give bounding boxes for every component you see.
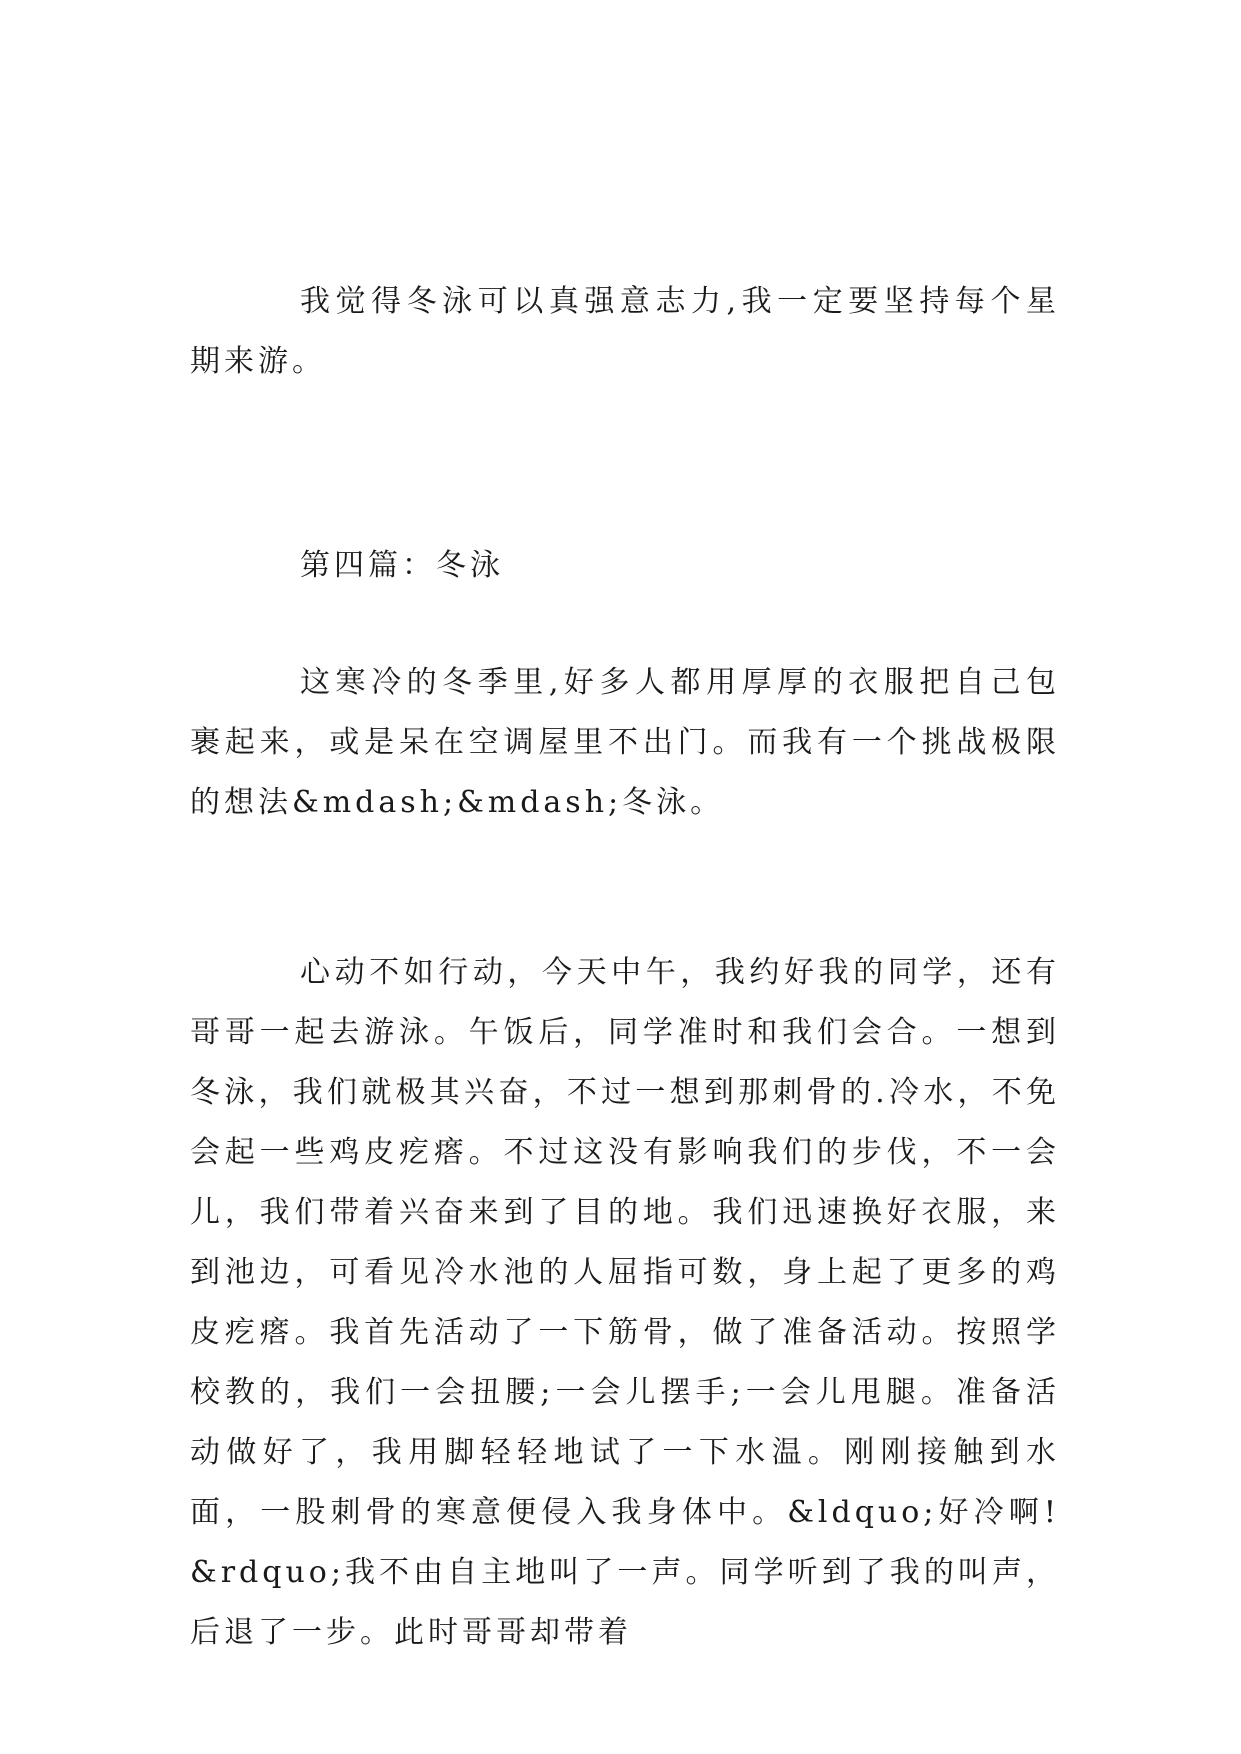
section-heading-4: 第四篇：冬泳 bbox=[300, 548, 504, 583]
paragraph-3: 心动不如行动，今天中午，我约好我的同学，还有哥哥一起去游泳。午饭后，同学准时和我们会合。一想到冬泳，我们就极其兴奋，不过一想到那刺骨的.冷水，不免会起一些鸡皮疙瘩。不过这没有影响我们的步伐，不一会儿，我们带着兴奋来到了目的地。我们迅速换好衣服，来到池边，可看见冷水池的人屈指可数，身上起了更多的鸡皮疙瘩。我首先活动了一下筋骨，做了准备活动。按照学校教的，我们一会扭腰;一会儿摆手;一会儿甩腿。准备活动做好了，我用脚轻轻地试了一下水温。刚刚接触到水面，一股刺骨的寒意便侵入我身体中。&ldquo;好冷啊!&rdquo;我不由自主地叫了一声。同学听到了我的叫声，后退了一步。此时哥哥却带着 bbox=[190, 955, 1060, 1650]
paragraph-2: 这寒冷的冬季里,好多人都用厚厚的衣服把自己包裹起来，或是呆在空调屋里不出门。而我有一个挑战极限的想法&mdash;&mdash;冬泳。 bbox=[190, 665, 1060, 820]
paragraph-1: 我觉得冬泳可以真强意志力,我一定要坚持每个星期来游。 bbox=[190, 284, 1060, 379]
